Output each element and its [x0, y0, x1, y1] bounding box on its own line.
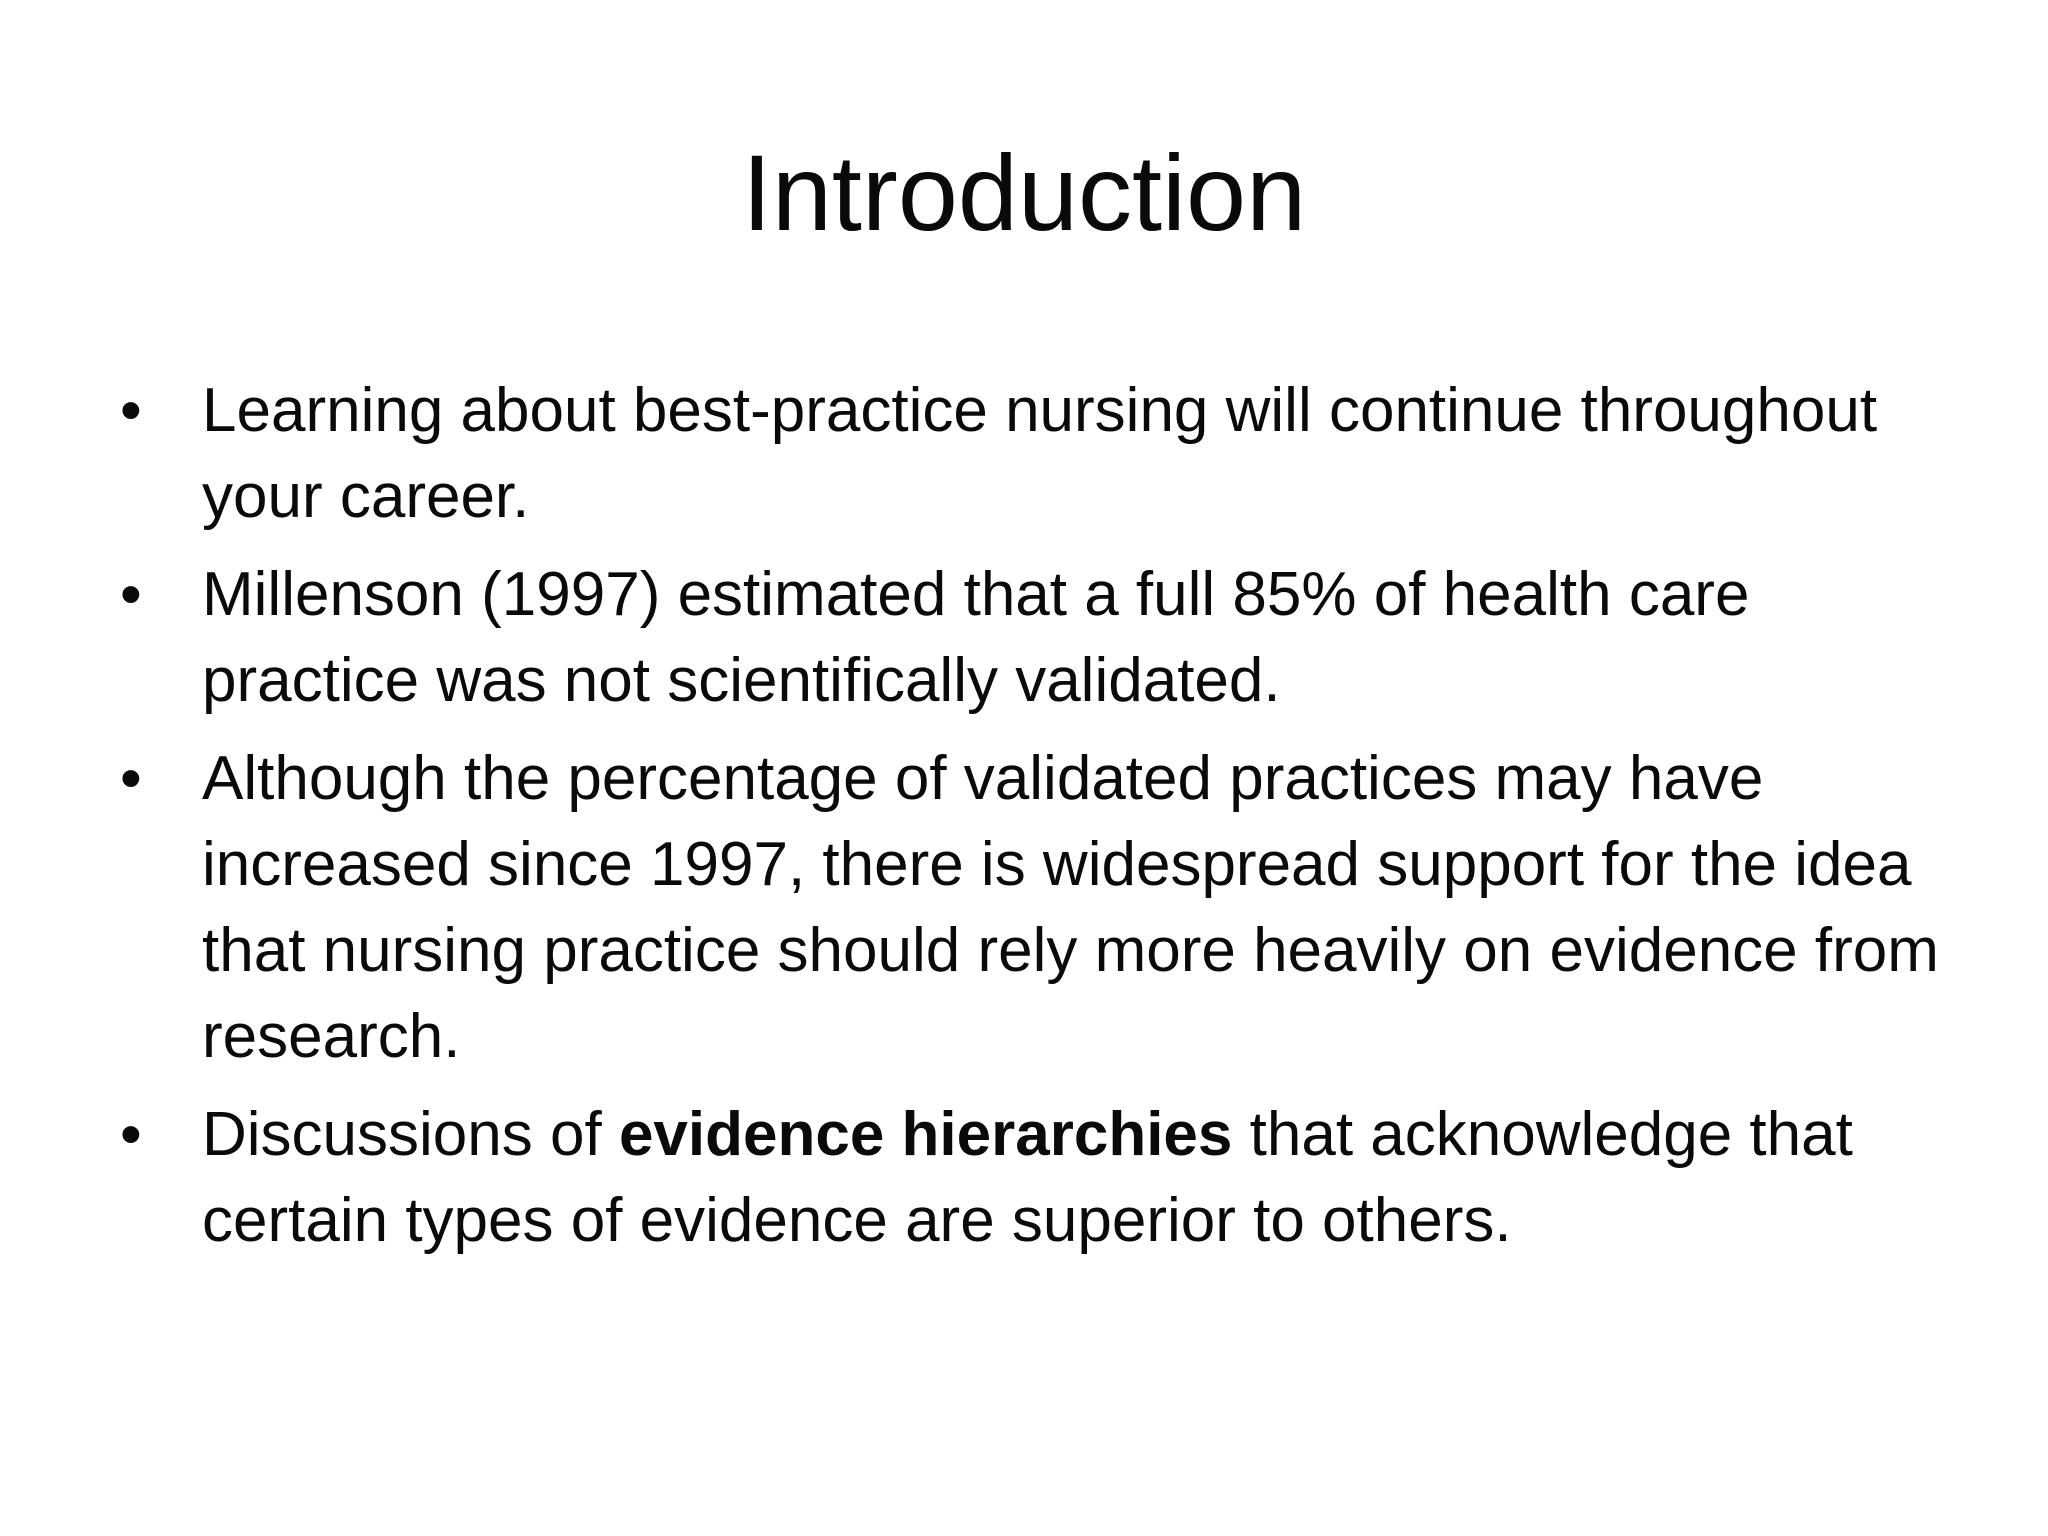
bullet-item	[120, 368, 1960, 540]
bullet-text-part: Learning about best-practice nursing will continue throughout your career.	[202, 376, 1878, 531]
bullet-text	[202, 1100, 1853, 1255]
bullet-text-part: that acknowledge that certain types of evidence are superior to others.	[202, 1100, 1853, 1255]
bullet-icon: •	[120, 560, 142, 629]
bullet-item	[120, 1092, 1960, 1264]
bullet-text-part: Millenson (1997) estimated that a full 85% of health care practice was not scientifically validated.	[202, 560, 1750, 715]
bullet-icon: •	[120, 376, 142, 445]
slide-title: Introduction	[741, 132, 1307, 253]
bullet-item	[120, 736, 1960, 1080]
bullet-text-part: Discussions of	[202, 1100, 619, 1169]
bullet-text	[202, 744, 1939, 1071]
bullet-icon: •	[120, 1100, 142, 1169]
bullet-text-part: Although the percentage of validated practices may have increased since 1997, there is widespread support for the idea that nursing practice should rely more heavily on evidence from research.	[202, 744, 1939, 1071]
bullet-text	[202, 376, 1877, 531]
bullet-text-bold-term: evidence hierarchies	[618, 1100, 1233, 1169]
bullet-list	[120, 368, 1960, 1276]
bullet-text	[202, 560, 1749, 715]
bullet-item	[120, 552, 1960, 724]
bullet-icon: •	[120, 744, 142, 813]
